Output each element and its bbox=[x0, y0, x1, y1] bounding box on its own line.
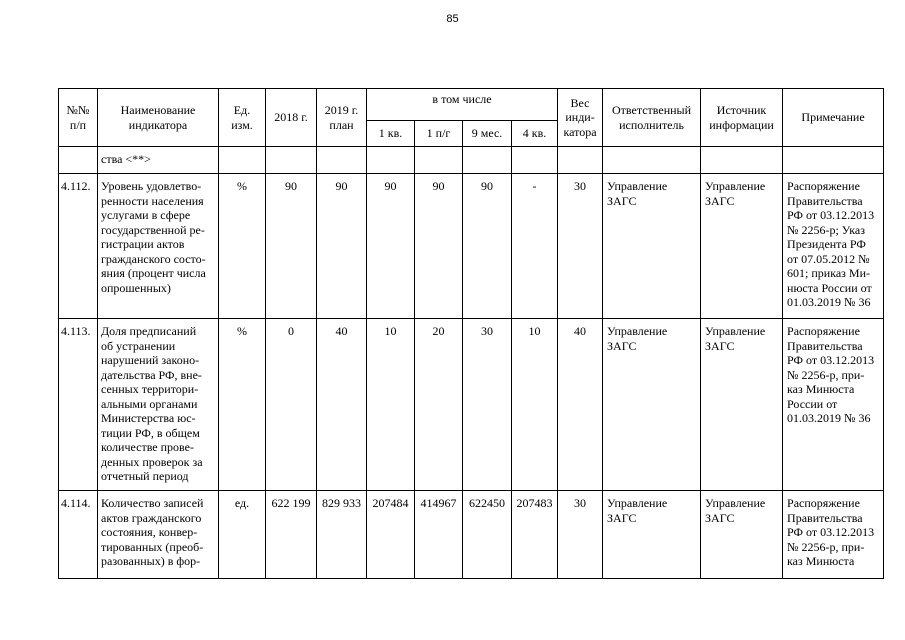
information-source: Управление ЗАГС bbox=[701, 491, 783, 579]
information-source bbox=[701, 147, 783, 174]
header-weight: Вес инди- катора bbox=[558, 89, 603, 147]
unit bbox=[219, 147, 266, 174]
unit: ед. bbox=[219, 491, 266, 579]
indicator-weight: 30 bbox=[558, 491, 603, 579]
header-source: Источник информации bbox=[701, 89, 783, 147]
header-responsible: Ответственный исполнитель bbox=[603, 89, 701, 147]
plan-2019: 829 933 bbox=[317, 491, 367, 579]
value-9m bbox=[463, 147, 512, 174]
unit: % bbox=[219, 174, 266, 319]
indicator-weight bbox=[558, 147, 603, 174]
note: Распоряжение Правительства РФ от 03.12.2013 № 2256-р, при- каз Минюста России от 01.03.2019 № 36 bbox=[783, 319, 884, 491]
header-9m: 9 мес. bbox=[463, 121, 512, 147]
value-q1: 10 bbox=[367, 319, 415, 491]
indicator-name: Количество записей актов гражданского состояния, конвер- тированных (преоб- разованных) в фор- bbox=[98, 491, 219, 579]
row-number: 4.112. bbox=[59, 174, 98, 319]
unit: % bbox=[219, 319, 266, 491]
indicator-weight: 40 bbox=[558, 319, 603, 491]
header-unit: Ед. изм. bbox=[219, 89, 266, 147]
row-number bbox=[59, 147, 98, 174]
page-number: 85 bbox=[446, 13, 459, 25]
plan-2019: 90 bbox=[317, 174, 367, 319]
header-q4: 4 кв. bbox=[512, 121, 558, 147]
responsible-executor: Управление ЗАГС bbox=[603, 491, 701, 579]
header-including: в том числе bbox=[367, 89, 558, 121]
value-h1: 414967 bbox=[415, 491, 463, 579]
note: Распоряжение Правительства РФ от 03.12.2013 № 2256-р; Указ Президента РФ от 07.05.2012 № 601; приказ Ми- нюста России от 01.03.2019 № 36 bbox=[783, 174, 884, 319]
value-q1 bbox=[367, 147, 415, 174]
header-2019-plan: 2019 г. план bbox=[317, 89, 367, 147]
responsible-executor bbox=[603, 147, 701, 174]
table-row bbox=[59, 147, 884, 174]
header-h1: 1 п/г bbox=[415, 121, 463, 147]
value-9m: 30 bbox=[463, 319, 512, 491]
header-q1: 1 кв. bbox=[367, 121, 415, 147]
value-h1 bbox=[415, 147, 463, 174]
indicator-weight: 30 bbox=[558, 174, 603, 319]
information-source: Управление ЗАГС bbox=[701, 319, 783, 491]
value-q4: 207483 bbox=[512, 491, 558, 579]
value-q1: 207484 bbox=[367, 491, 415, 579]
plan-2019: 40 bbox=[317, 319, 367, 491]
table-row bbox=[59, 174, 884, 319]
value-q4: - bbox=[512, 174, 558, 319]
value-9m: 90 bbox=[463, 174, 512, 319]
indicator-name: Доля предписаний об устранении нарушений законо- дательства РФ, вне- сенных территори- альными органами Министерства юс- тиции РФ, в общем количестве прове- денных проверок за отчетный период bbox=[98, 319, 219, 491]
table-row bbox=[59, 319, 884, 491]
responsible-executor: Управление ЗАГС bbox=[603, 174, 701, 319]
value-q4: 10 bbox=[512, 319, 558, 491]
header-note: Примечание bbox=[783, 89, 884, 147]
value-2018: 0 bbox=[266, 319, 317, 491]
value-q1: 90 bbox=[367, 174, 415, 319]
row-number: 4.114. bbox=[59, 491, 98, 579]
value-2018 bbox=[266, 147, 317, 174]
responsible-executor: Управление ЗАГС bbox=[603, 319, 701, 491]
header-2018: 2018 г. bbox=[266, 89, 317, 147]
row-number: 4.113. bbox=[59, 319, 98, 491]
value-q4 bbox=[512, 147, 558, 174]
indicators-table bbox=[58, 88, 884, 579]
indicator-name: Уровень удовлетво- ренности населения услугами в сфере государственной ре- гистрации актов гражданского состо- яния (процент числа опрошенных) bbox=[98, 174, 219, 319]
header-row bbox=[59, 89, 884, 121]
plan-2019 bbox=[317, 147, 367, 174]
note: Распоряжение Правительства РФ от 03.12.2013 № 2256-р, при- каз Минюста bbox=[783, 491, 884, 579]
header-num: №№ п/п bbox=[59, 89, 98, 147]
note bbox=[783, 147, 884, 174]
value-h1: 20 bbox=[415, 319, 463, 491]
information-source: Управление ЗАГС bbox=[701, 174, 783, 319]
value-h1: 90 bbox=[415, 174, 463, 319]
table-row bbox=[59, 491, 884, 579]
value-2018: 622 199 bbox=[266, 491, 317, 579]
value-2018: 90 bbox=[266, 174, 317, 319]
indicator-name: ства <**> bbox=[98, 147, 219, 174]
value-9m: 622450 bbox=[463, 491, 512, 579]
header-indicator-name: Наименование индикатора bbox=[98, 89, 219, 147]
